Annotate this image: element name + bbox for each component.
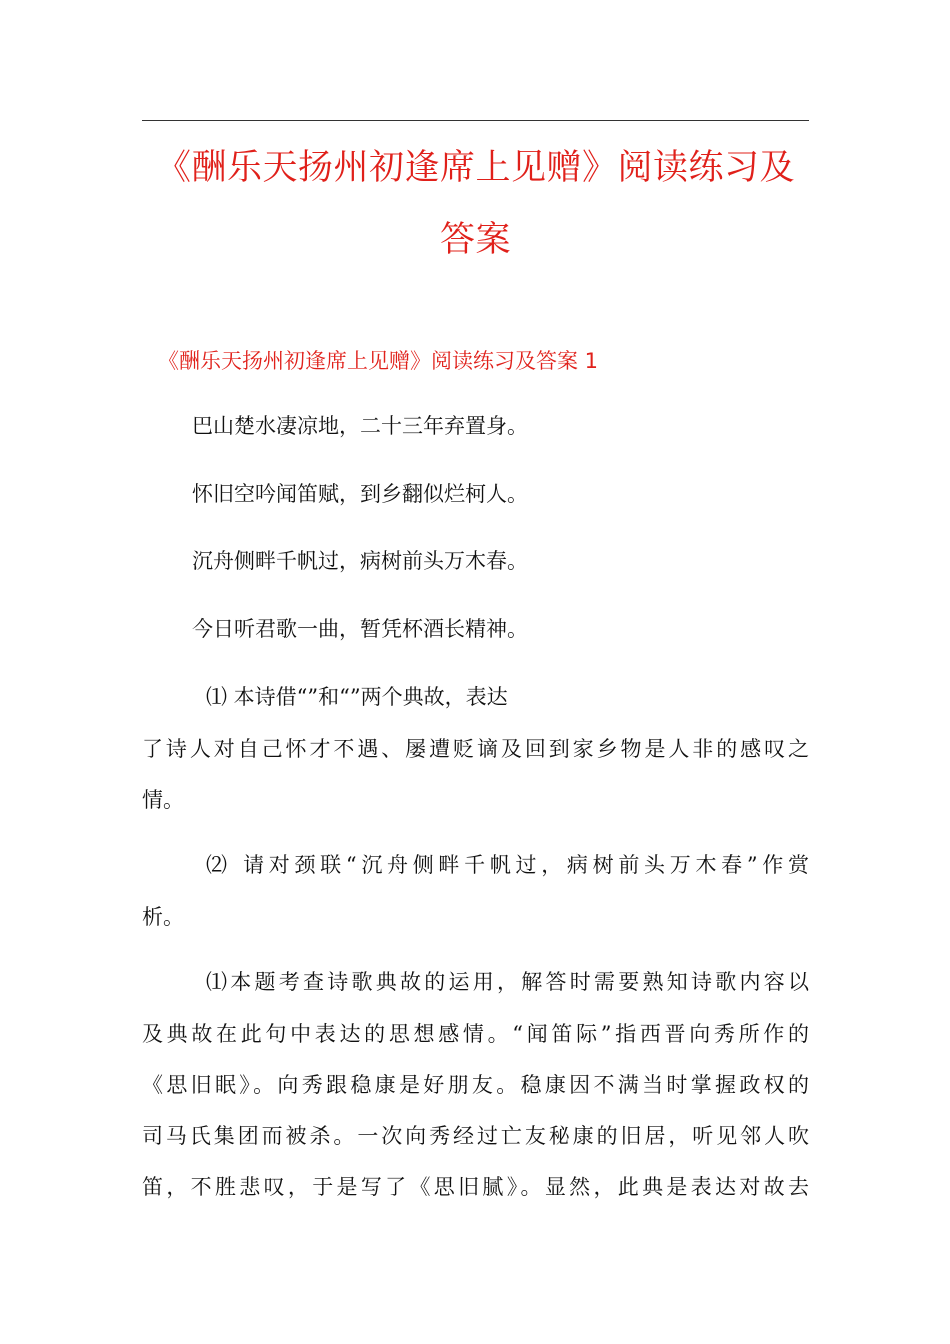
section-heading: 《酬乐天扬州初逢席上见赠》阅读练习及答案 1 — [158, 349, 599, 373]
answer-1-line-4: 司马氏集团而被杀。一次向秀经过亡友秘康的旧居，听见邻人吹 — [142, 1124, 809, 1148]
question-1-line-2: 了诗人对自己怀才不遇、屡遭贬谪及回到家乡物是人非的感叹之 — [142, 737, 809, 761]
answer-1-line-2: 及典故在此句中表达的思想感情。“闻笛际”指西晋向秀所作的 — [142, 1022, 809, 1046]
question-1-line-1: ⑴ 本诗借“”和“”两个典故，表达 — [206, 685, 508, 709]
question-2-line-1: ⑵ 请对颈联“沉舟侧畔千帆过，病树前头万木春”作赏 — [206, 853, 809, 877]
answer-1-line-1: ⑴本题考查诗歌典故的运用，解答时需要熟知诗歌内容以 — [206, 970, 809, 994]
document-title-line-1: 《酬乐天扬州初逢席上见赠》阅读练习及 — [155, 148, 795, 188]
document-title — [142, 132, 809, 276]
answer-1-line-5: 笛，不胜悲叹，于是写了《思旧腻》。显然，此典是表达对故去 — [142, 1175, 809, 1199]
document-title-line-2: 答案 — [439, 220, 511, 260]
question-2-line-2: 析。 — [142, 905, 184, 929]
poem-line-1: 巴山楚水凄凉地，二十三年弃置身。 — [192, 414, 528, 438]
header-rule — [142, 120, 809, 121]
poem-line-2: 怀旧空吟闻笛赋，到乡翻似烂柯人。 — [192, 482, 528, 506]
question-1-line-3: 情。 — [142, 788, 184, 812]
poem-line-3: 沉舟侧畔千帆过，病树前头万木春。 — [192, 549, 528, 573]
answer-1-line-3: 《思旧眠》。向秀跟稳康是好朋友。稳康因不满当时掌握政权的 — [142, 1073, 809, 1097]
poem-line-4: 今日听君歌一曲，暂凭杯酒长精神。 — [192, 617, 528, 641]
